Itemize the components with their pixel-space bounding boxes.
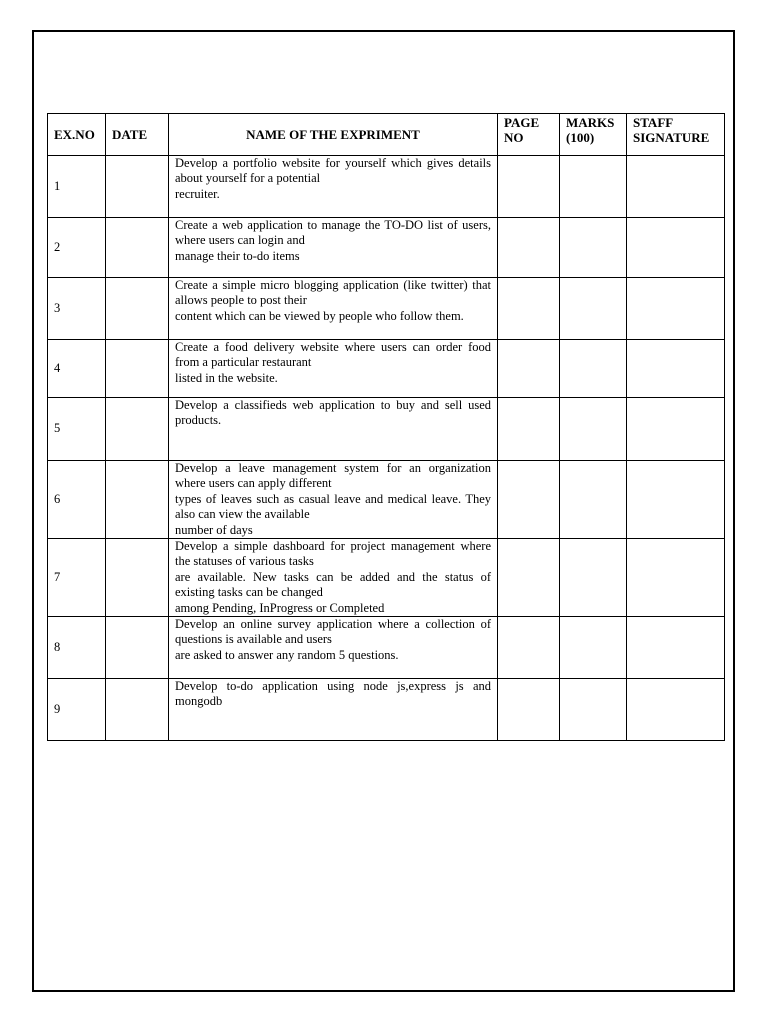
date-cell	[106, 617, 169, 679]
page-no-cell	[498, 398, 560, 461]
description-line: Develop to-do application using node js,express js and mongodb	[175, 679, 491, 709]
marks-cell	[560, 218, 627, 278]
staff-signature-cell	[627, 340, 725, 398]
description-line: Develop a leave management system for an organization where users can apply different	[175, 461, 491, 491]
page-no-cell	[498, 617, 560, 679]
staff-signature-cell	[627, 461, 725, 539]
description-line: Create a simple micro blogging application (like twitter) that allows people to post their	[175, 278, 491, 308]
date-cell	[106, 218, 169, 278]
description-line: Develop an online survey application where a collection of questions is available and users	[175, 617, 491, 647]
experiment-number: 8	[48, 617, 106, 679]
table-row	[48, 398, 725, 461]
description-line: content which can be viewed by people who follow them.	[175, 308, 464, 323]
header-staff-line2: SIGNATURE	[633, 130, 710, 145]
page-no-cell	[498, 156, 560, 218]
table-row	[48, 340, 725, 398]
date-cell	[106, 278, 169, 340]
header-date: DATE	[106, 114, 169, 156]
header-staff-signature	[627, 114, 725, 156]
table-row	[48, 278, 725, 340]
date-cell	[106, 539, 169, 617]
experiment-description	[169, 539, 498, 617]
page-no-cell	[498, 218, 560, 278]
experiment-description	[169, 617, 498, 679]
header-page-no-line2: NO	[504, 130, 524, 145]
description-line: manage their to-do items	[175, 248, 300, 263]
experiment-number: 6	[48, 461, 106, 539]
header-marks	[560, 114, 627, 156]
staff-signature-cell	[627, 617, 725, 679]
experiment-description	[169, 398, 498, 461]
description-line: Create a web application to manage the TO-DO list of users, where users can login and	[175, 218, 491, 248]
header-marks-line1: MARKS	[566, 115, 615, 130]
page-no-cell	[498, 461, 560, 539]
experiment-description	[169, 340, 498, 398]
description-line: recruiter.	[175, 186, 220, 201]
marks-cell	[560, 398, 627, 461]
table-row	[48, 218, 725, 278]
staff-signature-cell	[627, 398, 725, 461]
date-cell	[106, 340, 169, 398]
table-row	[48, 156, 725, 218]
table-body	[48, 156, 725, 741]
staff-signature-cell	[627, 156, 725, 218]
experiment-number: 2	[48, 218, 106, 278]
marks-cell	[560, 461, 627, 539]
table-row	[48, 679, 725, 741]
experiment-number: 3	[48, 278, 106, 340]
marks-cell	[560, 679, 627, 741]
marks-cell	[560, 617, 627, 679]
description-line: Develop a classifieds web application to buy and sell used products.	[175, 398, 491, 428]
marks-cell	[560, 340, 627, 398]
experiment-description	[169, 156, 498, 218]
staff-signature-cell	[627, 679, 725, 741]
experiment-description	[169, 461, 498, 539]
marks-cell	[560, 539, 627, 617]
table-row	[48, 539, 725, 617]
page-no-cell	[498, 539, 560, 617]
description-line: Create a food delivery website where users can order food from a particular restaurant	[175, 340, 491, 370]
page-no-cell	[498, 679, 560, 741]
header-page-no-line1: PAGE	[504, 115, 540, 130]
experiment-number: 4	[48, 340, 106, 398]
experiment-number: 9	[48, 679, 106, 741]
header-experiment-name: NAME OF THE EXPRIMENT	[169, 114, 498, 156]
description-line: are asked to answer any random 5 questions.	[175, 647, 399, 662]
header-staff-line1: STAFF	[633, 115, 674, 130]
header-page-no	[498, 114, 560, 156]
experiment-description	[169, 679, 498, 741]
experiment-index-table	[47, 113, 725, 741]
description-line: are available. New tasks can be added and the status of existing tasks can be changed	[175, 569, 491, 600]
marks-cell	[560, 156, 627, 218]
description-line: Develop a portfolio website for yourself which gives details about yourself for a potential	[175, 156, 491, 186]
experiment-description	[169, 278, 498, 340]
page-no-cell	[498, 278, 560, 340]
description-line: types of leaves such as casual leave and medical leave. They also can view the available	[175, 491, 491, 522]
description-line: among Pending, InProgress or Completed	[175, 600, 385, 615]
staff-signature-cell	[627, 218, 725, 278]
date-cell	[106, 398, 169, 461]
description-line: number of days	[175, 522, 253, 537]
experiment-description	[169, 218, 498, 278]
header-marks-line2: (100)	[566, 130, 595, 145]
page-no-cell	[498, 340, 560, 398]
experiment-number: 7	[48, 539, 106, 617]
table-row	[48, 461, 725, 539]
experiment-number: 1	[48, 156, 106, 218]
experiment-number: 5	[48, 398, 106, 461]
header-row	[48, 114, 725, 156]
date-cell	[106, 156, 169, 218]
date-cell	[106, 679, 169, 741]
table-row	[48, 617, 725, 679]
description-line: Develop a simple dashboard for project management where the statuses of various tasks	[175, 539, 491, 569]
header-ex-no: EX.NO	[48, 114, 106, 156]
description-line: listed in the website.	[175, 370, 278, 385]
staff-signature-cell	[627, 278, 725, 340]
date-cell	[106, 461, 169, 539]
marks-cell	[560, 278, 627, 340]
staff-signature-cell	[627, 539, 725, 617]
